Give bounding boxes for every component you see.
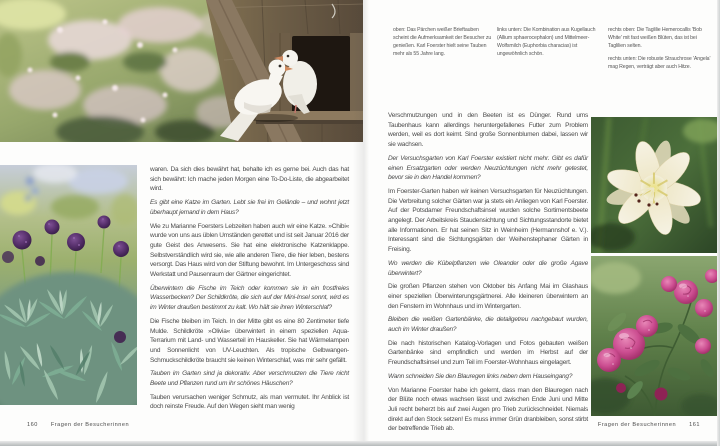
photo-shrub-rose — [591, 256, 720, 416]
question-paragraph: Wann schneiden Sie den Blauregen links neben dem Hauseingang? — [388, 372, 573, 380]
question-paragraph: Es gibt eine Katze im Garten. Lebt sie frei im Gelände – und wohnt jetzt überhaupt jemand in dem Haus? — [150, 199, 349, 216]
caption-doves — [393, 26, 493, 63]
answer-paragraph: Wie zu Marianne Foersters Lebzeiten haben auch wir eine Katze. »Chibi« wurde von uns aus üblen Umständen gerettet und ist seit Januar 2016 der gute Geist des Anwesens. Sie hat eine elektronische Katzenklappe. Selbstverständlich wird sie, wie alle anderen Tiere, die hier leben, bestens versorgt. Das Haus wird von der Stiftung bewohnt. Im Untergeschoss sind Werkstatt und Pausenraum der Gärtner eingerichtet. — [150, 222, 349, 279]
answer-paragraph: waren. Da sich dies bewährt hat, behalte ich es gerne bei. Auch das hat sich bewährt: Ich mache jeden Morgen eine To-Do-Liste, die abgearbeitet wird. — [150, 166, 349, 193]
left-page-footer — [27, 422, 129, 428]
question-paragraph: Der Versuchsgarten von Karl Foerster existiert nicht mehr. Gibt es dafür einen Ersatzgarten oder werden Neuzüchtungen nicht mehr getestet, bevor sie in den Handel kommen? — [388, 154, 588, 182]
question-paragraph: Wo werden die Kübelpflanzen wie Oleander oder die große Agave überwintert? — [388, 259, 588, 277]
caption-text: oben: Das Pärchen weißer Brieftauben scheint die Aufmerksamkeit der Besucher zu genießen. Karl Foerster hielt seine Tauben mehr als 55 Jahre lang. — [393, 27, 492, 57]
right-page-text-column — [388, 111, 588, 438]
photo-daylily — [591, 117, 720, 253]
left-page-text-column — [150, 165, 349, 416]
question-paragraph: Tauben im Garten sind ja dekorativ. Aber verschmutzen die Tiere nicht Beete und Pflanzen rund um ihr schönes Häuschen? — [150, 370, 349, 388]
caption-allium — [497, 26, 597, 63]
photo-daylily-image — [591, 117, 720, 253]
answer-paragraph: Von Marianne Foerster habe ich gelernt, dass man den Blauregen nach der Blüte noch etwas wachsen lässt und zwischen Ende Juni und Mitte Juli recht beherzt bis auf zwei Augen pro Trieb zurückschneidet. Niemals direkt auf den Stock setzen! Es muss immer Grün dranbleiben, sonst stirbt der betreffende Trieb ab. — [388, 386, 588, 433]
photo-doves-image — [0, 0, 363, 142]
photo-rose-image — [591, 256, 720, 416]
answer-paragraph: Die nach historischen Katalog-Vorlagen und Fotos gebauten weißen Gartenbänke sind empfindlich und werden im Herbst auf der Freundschaftsinsel und zum Teil im Foerster-Wohnhaus eingelagert. — [388, 339, 588, 367]
answer-paragraph: Tauben verursachen weniger Schmutz, als man vermutet. Ihr Anblick ist doch reinste Freude. Auf den Wegen sieht man wenig — [150, 393, 349, 411]
caption-text: rechts unten: Die robuste Strauchrose 'Angela' mag Regen, verträgt aber auch Hitze. — [608, 56, 711, 70]
answer-paragraph: Die großen Pflanzen stehen von Oktober bis Anfang Mai im Glashaus einer speziellen Überwinterungsgärtnerei. Alle kleineren überwintern an den Fenstern im Wohnhaus und im Wintergarten. — [388, 283, 588, 310]
page-number: 161 — [689, 422, 700, 428]
answer-paragraph: Die Fische bleiben im Teich. In der Mitte gibt es eine 80 Zentimeter tiefe Mulde. Schildkröte »Olivia« überwintert in einem speziellen Aqua-Terrarium mit Land- und Wasserteil im Hauskeller. Sie hat Wärmelampen und Sonnenlicht von UV-Leuchten. Als tropische Gelbwangen-Schmuckschildkröte braucht sie keinen Winterschlaf, was mir sehr gefällt. — [150, 317, 349, 364]
section-title: Fragen der Besucherinnen — [597, 422, 677, 428]
page-bottom-edge — [0, 441, 720, 446]
section-title: Fragen der Besucherinnen — [50, 422, 130, 428]
question-paragraph: Überwintern die Fische im Teich oder kommen sie in ein frostfreies Wasserbecken? Der Schildkröte, die sich auf der Mini-Insel sonnt, wird es im Winter draußen bestimmt zu kalt. Wo hält sie ihren Winterschlaf? — [150, 284, 349, 312]
photo-allium-image — [0, 165, 137, 405]
photo-allium-euphorbia — [0, 165, 137, 405]
photo-doves-blossom — [0, 0, 363, 142]
caption-text: rechts oben: Die Taglilie Hemerocallis 'Bob White' mit fast weißen Blüten, das ist bei Taglilien selten. — [608, 27, 702, 49]
answer-paragraph: Im Foerster-Garten haben wir keinen Versuchsgarten für Neuzüchtungen. Die Verbreitung solcher Gärten war ja stets ein Anliegen von Karl Foerster. Auf der Potsdamer Freundschaftsinsel wurden solche Sortimentsbeete angelegt. Der Arbeitskreis Staudensichtung und Sichtungsstandorte bietet alle Informationen. Er hat seinen Sitz in Weinheim (Hermannshof e. V.). Interessant sind die Sichtungsgärten der Weihenstephaner Gärten in Freising. — [388, 187, 588, 254]
caption-text: links unten: Die Kombination aus Kugellauch (Allium sphaerocephalon) und Mittelmeer-Wolfsmilch (Euphorbia characias) ist ungewöhnlich schön. — [497, 27, 596, 57]
answer-paragraph: Verschmutzungen und in den Beeten ist es Dünger. Rund ums Taubenhaus kann allerdings heruntergefallenes Futter zum Problem werden, weil es dort keimt. Sind große Sonnenblumen dabei, lassen wir sie wachsen. — [388, 112, 588, 149]
caption-right-photos — [608, 26, 712, 76]
right-page-footer — [598, 422, 700, 428]
page-number: 160 — [27, 422, 38, 428]
question-paragraph: Bleiben die weißen Gartenbänke, die detailgetreu nachgebaut wurden, auch im Winter draußen? — [388, 316, 588, 334]
